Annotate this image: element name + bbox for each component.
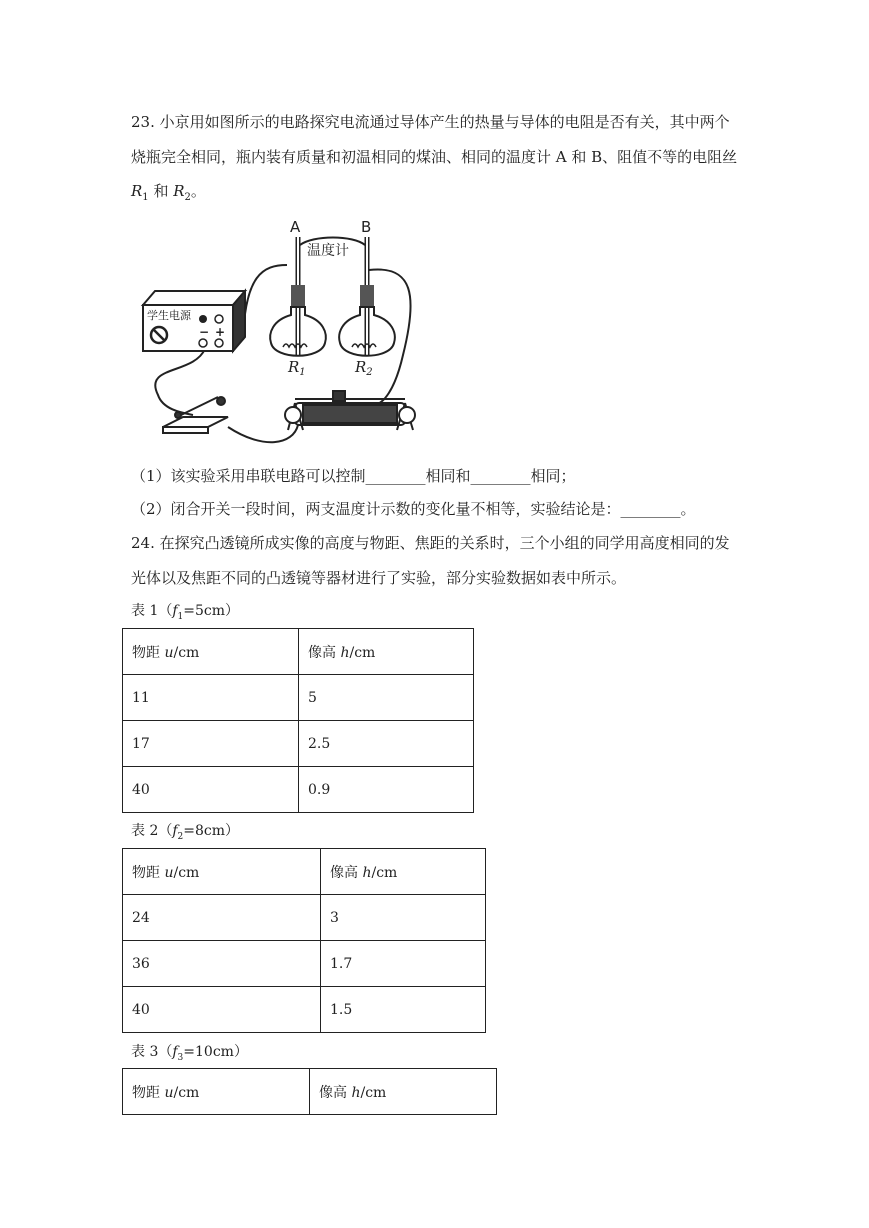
table-row: 11 5 [123,675,474,721]
label-a: A [290,218,301,236]
table-row: 17 2.5 [123,721,474,767]
thermometer-b [360,237,374,355]
header-image-height: 像高 h/cm [310,1069,497,1115]
r2-label: $R_2$ [355,358,373,378]
header-object-distance: 物距 u/cm [123,629,299,675]
power-supply [143,291,245,351]
table-header-row [123,629,474,675]
switch [163,397,228,433]
q24-line-2: 光体以及焦距不同的凸透镜等器材进行了实验，部分实验数据如表中所示。 [131,569,627,587]
q24-line-1: 24. 在探究凸透镜所成实像的高度与物距、焦距的关系时，三个小组的同学用高度相同的发 [131,534,730,552]
header-image-height: 像高 h/cm [299,629,474,675]
table-1 [122,628,474,813]
q23-sub-1: （1）该实验采用串联电路可以控制________相同和________相同； [131,467,576,485]
q23-line-1: 23. 小京用如图所示的电路探究电流通过导体产生的热量与导体的电阻是否有关，其中两个 [131,113,730,131]
table-row: 40 0.9 [123,767,474,813]
header-image-height: 像高 h/cm [321,849,486,895]
thermometer-label: 温度计 [307,243,349,259]
table-row: 24 3 [123,895,486,941]
r1-label: $R_1$ [288,358,306,378]
table-row: 40 1.5 [123,987,486,1033]
table-row: 36 1.7 [123,941,486,987]
thermometer-a [291,237,305,355]
table-header-row [123,849,486,895]
circuit-diagram [133,215,423,450]
table-1-caption: 表 $1(f_1=5cm)$ [131,603,240,622]
svg-text:学生电源: 学生电源 [147,309,191,322]
svg-text:+: + [215,325,226,339]
q23-line-3: $R_1$ 和 $R_2$。 [131,182,206,203]
table-3-caption: 表 $3(f_3=10cm)$ [131,1044,248,1063]
table-2-caption: 表 $2(f_2=8cm)$ [131,823,240,842]
label-b: B [361,218,372,236]
q23-line-2: 烧瓶完全相同，瓶内装有质量和初温相同的煤油、相同的温度计 A 和 B、阻值不等的电阻丝 [131,148,738,166]
table-header-row [123,1069,497,1115]
rheostat [285,391,415,430]
header-object-distance: 物距 u/cm [123,849,321,895]
table-3 [122,1068,497,1115]
svg-text:−: − [199,325,210,339]
table-2 [122,848,486,1033]
q23-sub-2: （2）闭合开关一段时间，两支温度计示数的变化量不相等，实验结论是：________。 [131,500,696,518]
header-object-distance: 物距 u/cm [123,1069,310,1115]
